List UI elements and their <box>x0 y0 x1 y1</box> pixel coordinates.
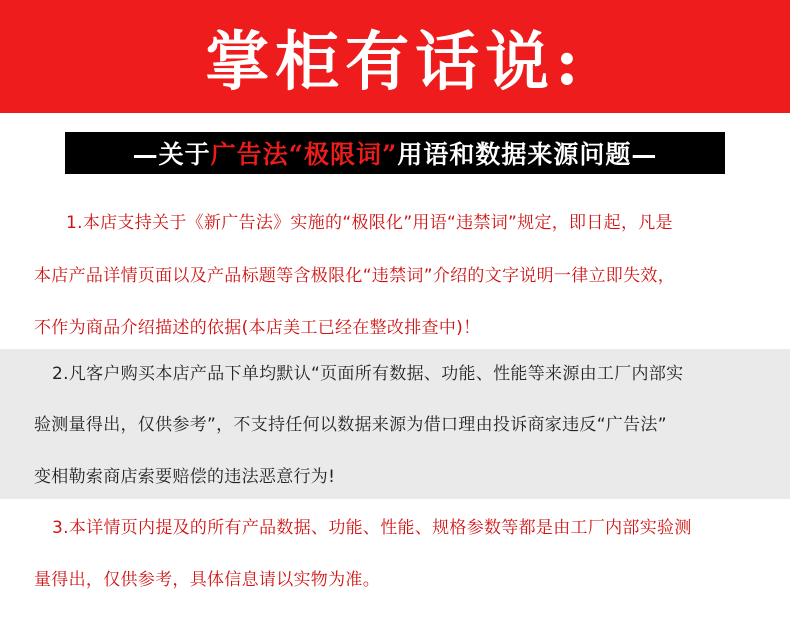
subtitle-bar <box>65 132 725 174</box>
notice-1-line-1: 1.本店支持关于《新广告法》实施的“极限化”用语“违禁词”规定，即日起，凡是 <box>66 213 673 233</box>
notice-section-1 <box>0 192 790 342</box>
notice-3-line-2: 量得出，仅供参考，具体信息请以实物为准。 <box>34 570 380 590</box>
notice-1-line-2: 本店产品详情页面以及产品标题等含极限化“违禁词”介绍的文字说明一律立即失效， <box>34 266 676 286</box>
subtitle-part-1: —关于 <box>132 140 211 169</box>
notice-2-line-2: 验测量得出，仅供参考”，不支持任何以数据来源为借口理由投诉商家违反“广告法” <box>34 415 667 435</box>
notice-2-line-1: 2.凡客户购买本店产品下单均默认“页面所有数据、功能、性能等来源由工厂内部实 <box>52 364 684 384</box>
notice-3-line-1: 3.本详情页内提及的所有产品数据、功能、性能、规格参数等都是由工厂内部实验测 <box>52 518 692 538</box>
notice-section-3 <box>0 500 790 610</box>
notice-section-2 <box>0 349 790 499</box>
subtitle-part-2: 广告法“极限词” <box>210 140 398 169</box>
subtitle-part-3: 用语和数据来源问题— <box>397 140 658 169</box>
notice-2-line-3: 变相勒索商店索要赔偿的违法恶意行为! <box>34 467 336 487</box>
banner-title: 掌柜有话说: <box>205 24 585 100</box>
header-banner <box>0 0 790 113</box>
notice-1-line-3: 不作为商品介绍描述的依据(本店美工已经在整改排查中)！ <box>34 318 481 338</box>
